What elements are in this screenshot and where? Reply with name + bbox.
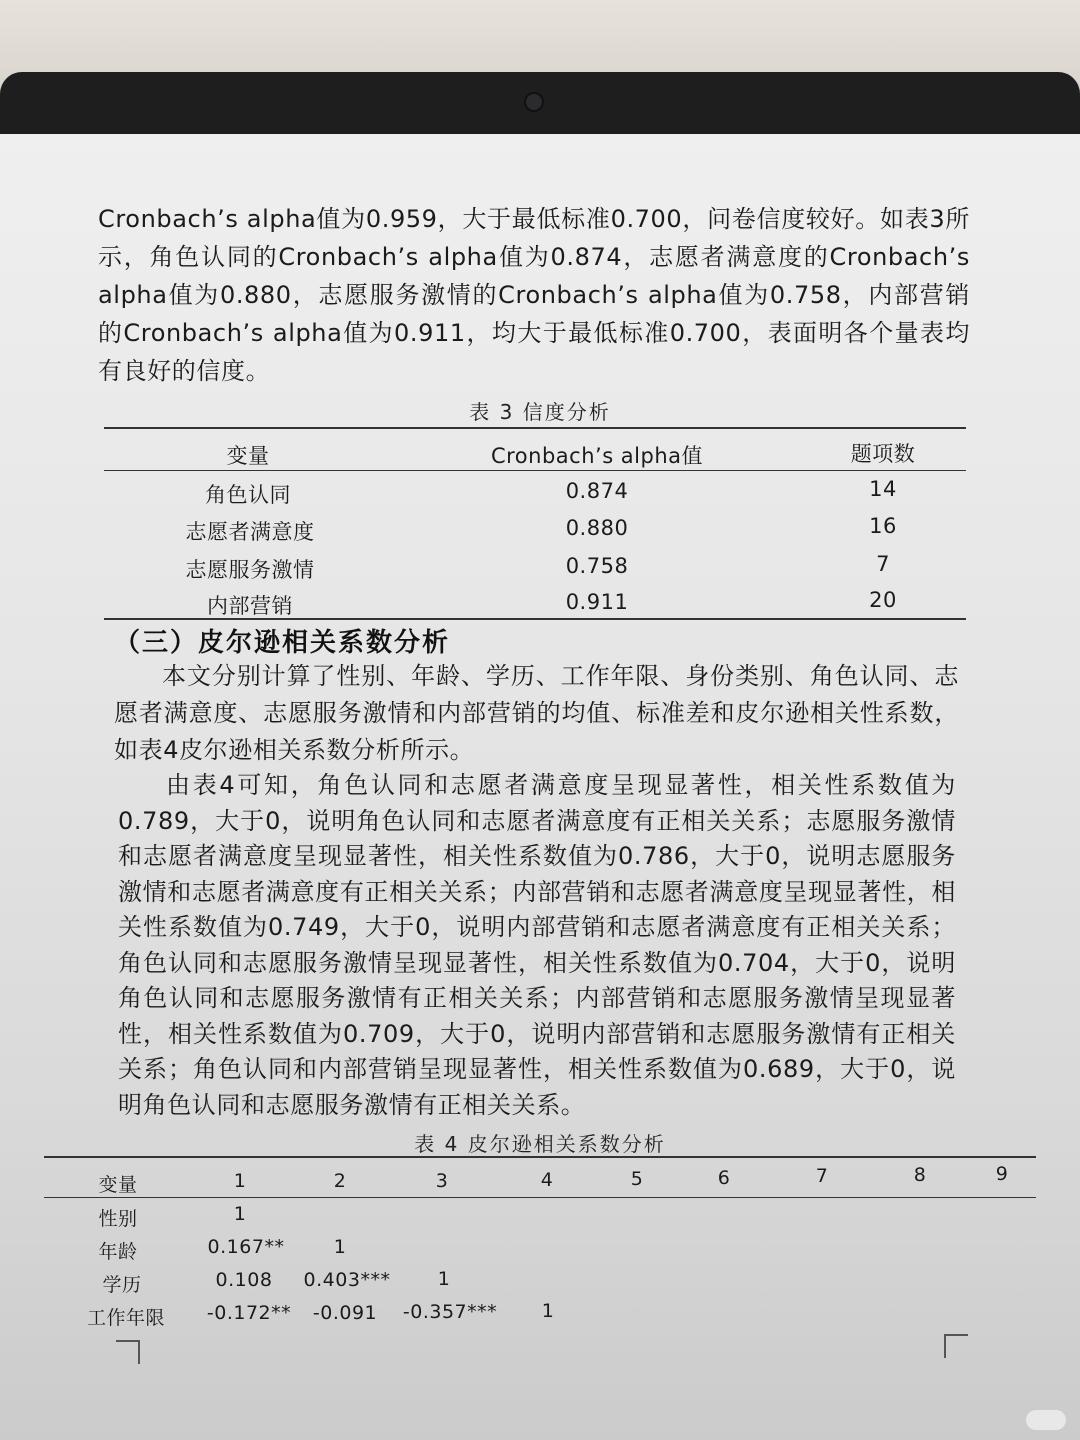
table3-cell: 志愿服务激情	[185, 558, 315, 582]
table4-cell: -0.357***	[402, 1301, 498, 1323]
table3-cell: 志愿者满意度	[185, 520, 315, 544]
table3-header: 题项数	[850, 442, 916, 466]
table3-cell: 20	[869, 588, 897, 612]
table3-cell: 角色认同	[205, 483, 291, 507]
table4-header: 6	[717, 1167, 731, 1189]
table4-cell: 性别	[98, 1208, 138, 1230]
table3-bottom-rule	[104, 618, 966, 620]
table4-header: 2	[333, 1170, 347, 1192]
table3-top-rule	[104, 427, 966, 429]
table3-header: 变量	[226, 444, 270, 468]
table4-top-rule	[44, 1156, 1036, 1158]
table4-header: 4	[540, 1169, 554, 1191]
table3-caption: 表 3 信度分析	[469, 400, 611, 424]
table4-caption: 表 4 皮尔逊相关系数分析	[414, 1132, 666, 1156]
table4-header: 变量	[98, 1174, 138, 1196]
table4-cell: 0.108	[215, 1269, 273, 1291]
table4-header: 1	[233, 1170, 247, 1192]
table4-cell: -0.172**	[206, 1302, 292, 1324]
document-page	[0, 134, 1080, 1440]
table3-header: Cronbach’s alpha值	[490, 444, 704, 468]
table4-header: 7	[815, 1165, 829, 1187]
table4-cell: 0.167**	[207, 1236, 285, 1258]
section-heading: （三）皮尔逊相关系数分析	[114, 628, 451, 658]
paragraph-results: 由表4可知，角色认同和志愿者满意度呈现显著性，相关性系数值为0.789，大于0，说明角色认同和志愿者满意度有正相关关系；志愿服务激情和志愿者满意度呈现显著性，相关性系数值为0.786，大于0，说明志愿服务激情和志愿者满意度有正相关关系；内部营销和志愿者满意度呈现显著性，相关性系数值为0.749，大于0，说明内部营销和志愿者满意度有正相关关系；角色认同和志愿服务激情呈现显著性，相关性系数值为0.704，大于0，说明角色认同和志愿服务激情有正相关关系；内部营销和志愿服务激情呈现显著性，相关性系数值为0.709，大于0，说明内部营销和志愿服务激情有正相关关系；角色认同和内部营销呈现显著性，相关性系数值为0.689，大于0，说明角色认同和志愿服务激情有正相关关系。	[118, 771, 956, 1119]
table3-cell: 0.911	[565, 590, 629, 614]
table4-header: 5	[630, 1168, 644, 1190]
table4-header: 3	[435, 1170, 449, 1192]
table4-cell: 年龄	[98, 1241, 138, 1263]
table4-cell: 1	[333, 1236, 347, 1258]
page-corner-mark	[944, 1334, 968, 1358]
table4-header: 9	[995, 1163, 1009, 1185]
table3-cell: 0.758	[565, 554, 629, 578]
table4-header-rule	[44, 1197, 1036, 1198]
table4-cell: -0.091	[312, 1302, 378, 1324]
table3-cell: 内部营销	[207, 594, 293, 618]
page-corner-mark	[116, 1340, 140, 1364]
table4-cell: 工作年限	[86, 1307, 165, 1329]
table4-cell: 学历	[102, 1274, 142, 1296]
table4-cell: 1	[541, 1300, 555, 1322]
table3-cell: 0.874	[565, 479, 629, 503]
table3-cell: 0.880	[565, 516, 629, 540]
webcam-icon	[524, 92, 544, 112]
table4-cell: 1	[437, 1268, 451, 1290]
paragraph-method: 本文分别计算了性别、年龄、学历、工作年限、身份类别、角色认同、志愿者满意度、志愿服务激情和内部营销的均值、标准差和皮尔逊相关性系数，如表4皮尔逊相关系数分析所示。	[114, 662, 959, 764]
paragraph-reliability: Cronbach’s alpha值为0.959，大于最低标准0.700，问卷信度较好。如表3所示，角色认同的Cronbach’s alpha值为0.874，志愿者满意度的Cronbach’s alpha值为0.880，志愿服务激情的Cronbach’s alpha值为0.758，内部营销的Cronbach’s alpha值为0.911，均大于最低标准0.700，表面明各个量表均有良好的信度。	[98, 205, 970, 385]
table3-cell: 14	[869, 477, 897, 501]
table4-cell: 0.403***	[303, 1269, 391, 1291]
table4-header: 8	[913, 1164, 927, 1186]
table4-cell: 1	[233, 1203, 247, 1225]
table3-header-rule	[104, 470, 966, 471]
watermark-logo	[1026, 1410, 1066, 1430]
table3-cell: 16	[869, 514, 897, 538]
table3-cell: 7	[876, 552, 890, 576]
